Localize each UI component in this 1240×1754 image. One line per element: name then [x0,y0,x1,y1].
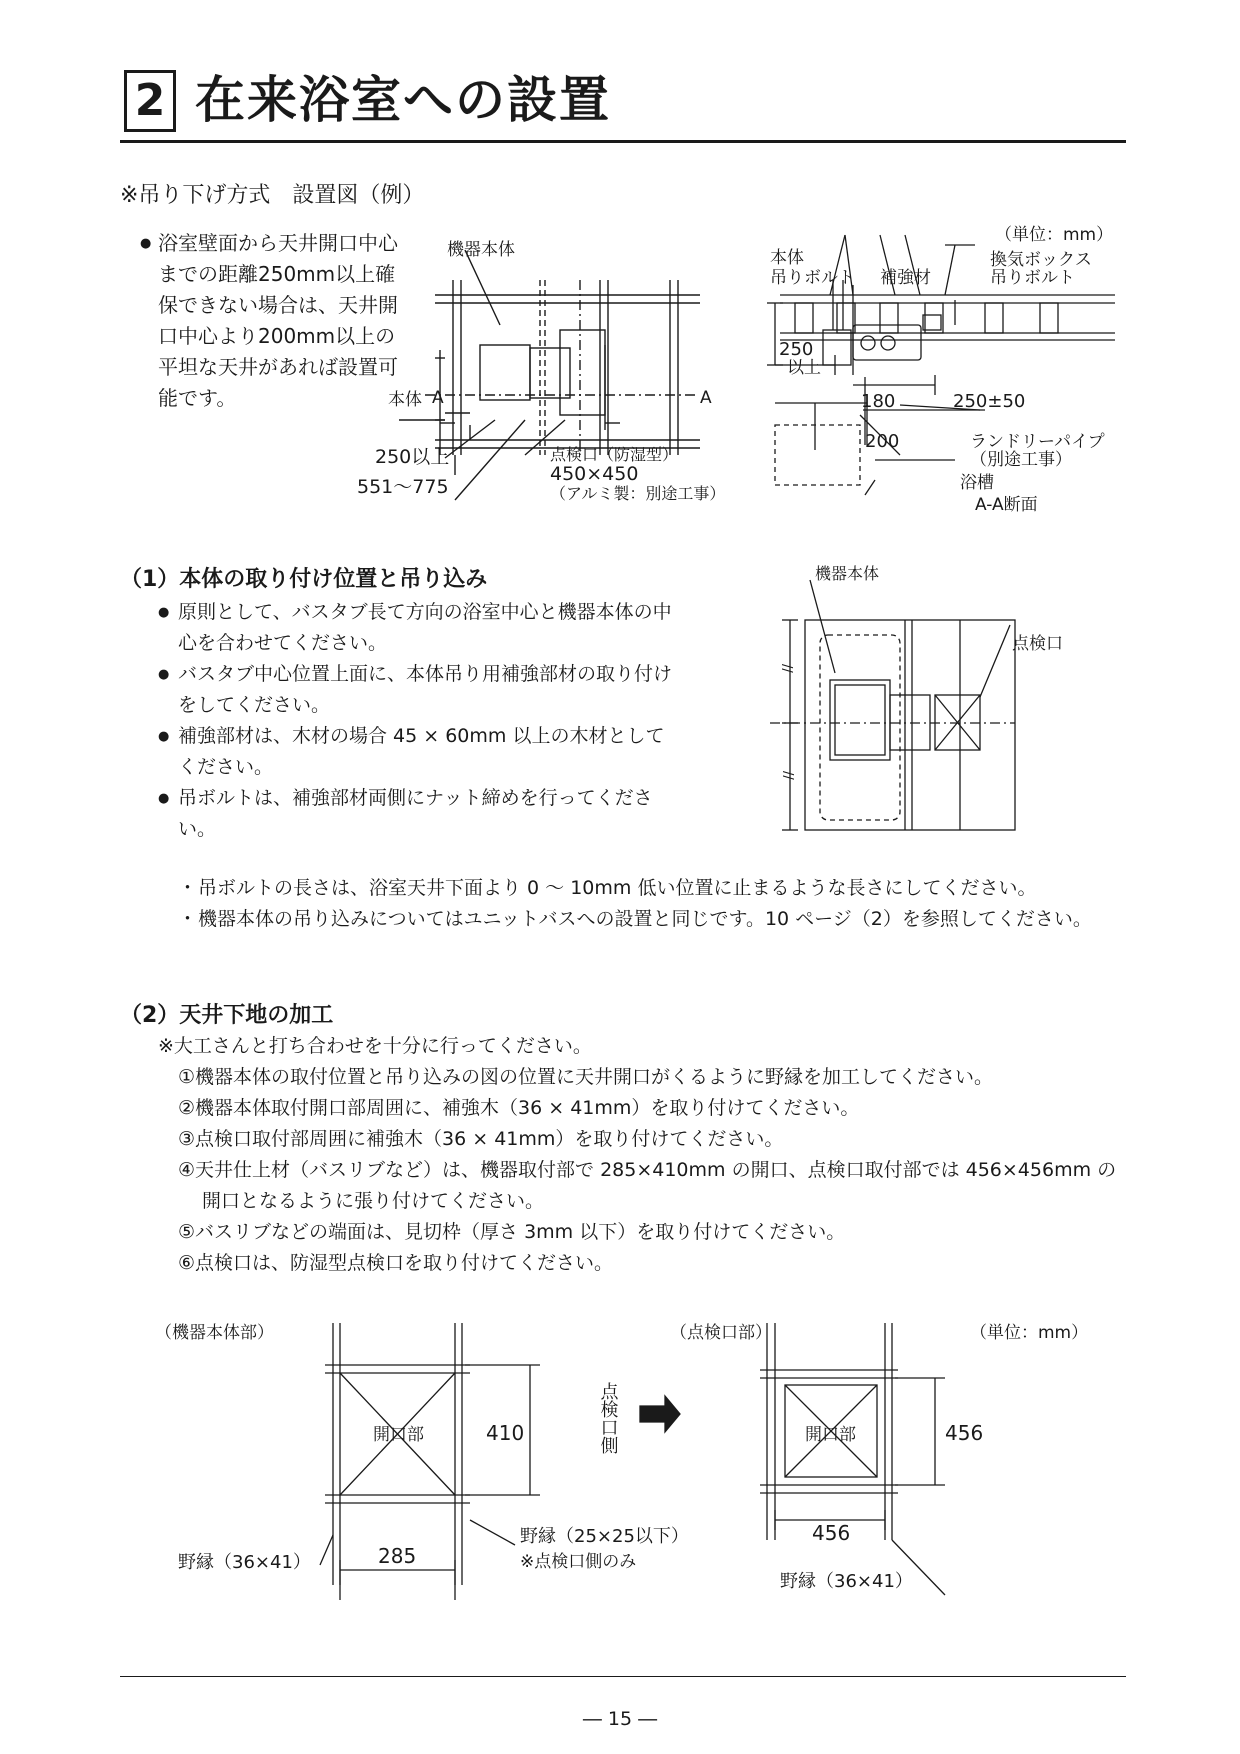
bottom-right-title: （点検口部） [670,1323,772,1343]
section2-step: ①機器本体の取付位置と吊り込みの図の位置に天井開口がくるように野縁を加工してください。 [178,1066,994,1088]
mount-label-unit: 機器本体 [815,564,880,583]
plan-label-a-left: A [432,388,444,408]
section-diagram [770,225,1130,525]
section1-note: ・ 吊ボルトの長さは、浴室天井下面より 0 〜 10mm 低い位置に止まるような長さにしてください。 [178,873,1128,904]
section1-heading: （1）本体の取り付け位置と吊り込み [120,567,488,592]
plan-label-unit: 機器本体 [447,240,515,260]
section-body-bolt-2: 吊りボルト [770,268,855,288]
dim-410: 410 [486,1421,525,1445]
opening-label-left: 開口部 [373,1425,424,1445]
plan-label-inspect: 点検口（防湿型） [550,445,679,464]
section2-steps [178,1062,1128,1279]
section-header [120,62,1126,143]
section-d200: 200 [865,431,900,452]
joist-label-left: 野縁（36×41） [178,1552,311,1573]
joist-label-right: 野縁（36×41） [780,1571,913,1592]
section1-bullet: ● 補強部材は、木材の場合 45 × 60mm 以上の木材としてください。 [158,721,678,783]
section-laundry-1: ランドリーパイプ [970,432,1105,452]
section2-step: ⑤バスリブなどの端面は、見切枠（厚さ 3mm 以下）を取り付けてください。 [178,1221,846,1243]
section-vent-bolt-1: 換気ボックス [990,250,1092,270]
section-d250pm: 250±50 [953,391,1026,412]
section-aa: A-A断面 [975,495,1038,515]
section1-bullets [158,597,678,845]
install-subtitle: ※吊り下げ方式 設置図（例） [120,183,425,208]
plan-label-450: 450×450 [550,463,639,485]
bullet-dot-icon: ● [140,236,152,251]
section-title: 在来浴室への設置 [195,71,611,129]
plan-label-a-right: A [700,388,712,408]
plan-diagram [357,240,765,510]
plan-label-250: 250以上 [375,446,450,468]
section-d250: 250 [779,339,814,360]
mounting-position-diagram [760,564,1063,845]
dim-285: 285 [378,1544,417,1568]
section1-bullet: ● バスタブ中心位置上面に、本体吊り用補強部材の取り付けをしてください。 [158,659,678,721]
section-laundry-2: （別途工事） [970,450,1072,470]
section2-heading: （2）天井下地の加工 [120,1003,334,1028]
bottom-unit: （単位：mm） [970,1323,1089,1343]
section1-bullet: ● 吊ボルトは、補強部材両側にナット締めを行ってください。 [158,783,678,845]
footer-rule [120,1676,1126,1677]
dim-456-horizontal: 456 [812,1521,851,1545]
section1-bullet: ● 原則として、バスタブ長て方向の浴室中心と機器本体の中心を合わせてください。 [158,597,678,659]
bottom-left-title: （機器本体部） [155,1323,274,1343]
section1-note: ・ 機器本体の吊り込みについてはユニットバスへの設置と同じです。10 ページ（2）を参照してください。 [178,904,1128,935]
mount-equal-mark: // [780,771,795,780]
plan-label-body: 本体 [388,390,422,410]
section-body-bolt-1: 本体 [770,248,804,268]
plan-label-alum: （アルミ製：別途工事） [550,484,726,503]
section-d-above: 以上 [787,358,821,378]
section-d180: 180 [861,391,896,412]
section-vent-bolt-2: 吊りボルト [990,268,1075,288]
section2-step: ⑥点検口は、防湿型点検口を取り付けてください。 [178,1252,614,1274]
section2-step: ④天井仕上材（バスリブなど）は、機器取付部で 285×410mm の開口、点検口取付部では 456×456mm の開口となるように張り付けてください。 [178,1159,1117,1212]
intro-note-text: 浴室壁面から天井開口中心までの距離250mm以上確保できない場合は、天井開口中心より200mm以上の平坦な天井があれば設置可能です。 [158,231,398,410]
plan-label-551: 551〜775 [357,476,449,498]
section2-step: ②機器本体取付開口部周囲に、補強木（36 × 41mm）を取り付けてください。 [178,1097,860,1119]
section-tub: 浴槽 [960,473,994,493]
mount-label-inspect: 点検口 [1012,634,1063,654]
inspection-side-label: 点検口側 [597,1382,619,1454]
page-number: ― 15 ― [582,1708,658,1730]
section-number: 2 [124,70,176,132]
section2-step: ③点検口取付部周囲に補強木（36 × 41mm）を取り付けてください。 [178,1128,784,1150]
section1-notes [178,873,1128,935]
dim-456-vertical: 456 [945,1421,984,1445]
joist-label-small: 野縁（25×25以下） [520,1526,689,1547]
joist-note: ※点検口側のみ [520,1552,637,1572]
section2-note: ※大工さんと打ち合わせを十分に行ってください。 [158,1035,592,1057]
ceiling-framing-diagram [150,1320,1130,1610]
section-unit: （単位：mm） [995,225,1114,245]
mount-equal-mark: // [779,664,794,673]
intro-note [140,228,408,414]
section-reinforce: 補強材 [880,268,931,288]
opening-label-right: 開口部 [805,1425,856,1445]
